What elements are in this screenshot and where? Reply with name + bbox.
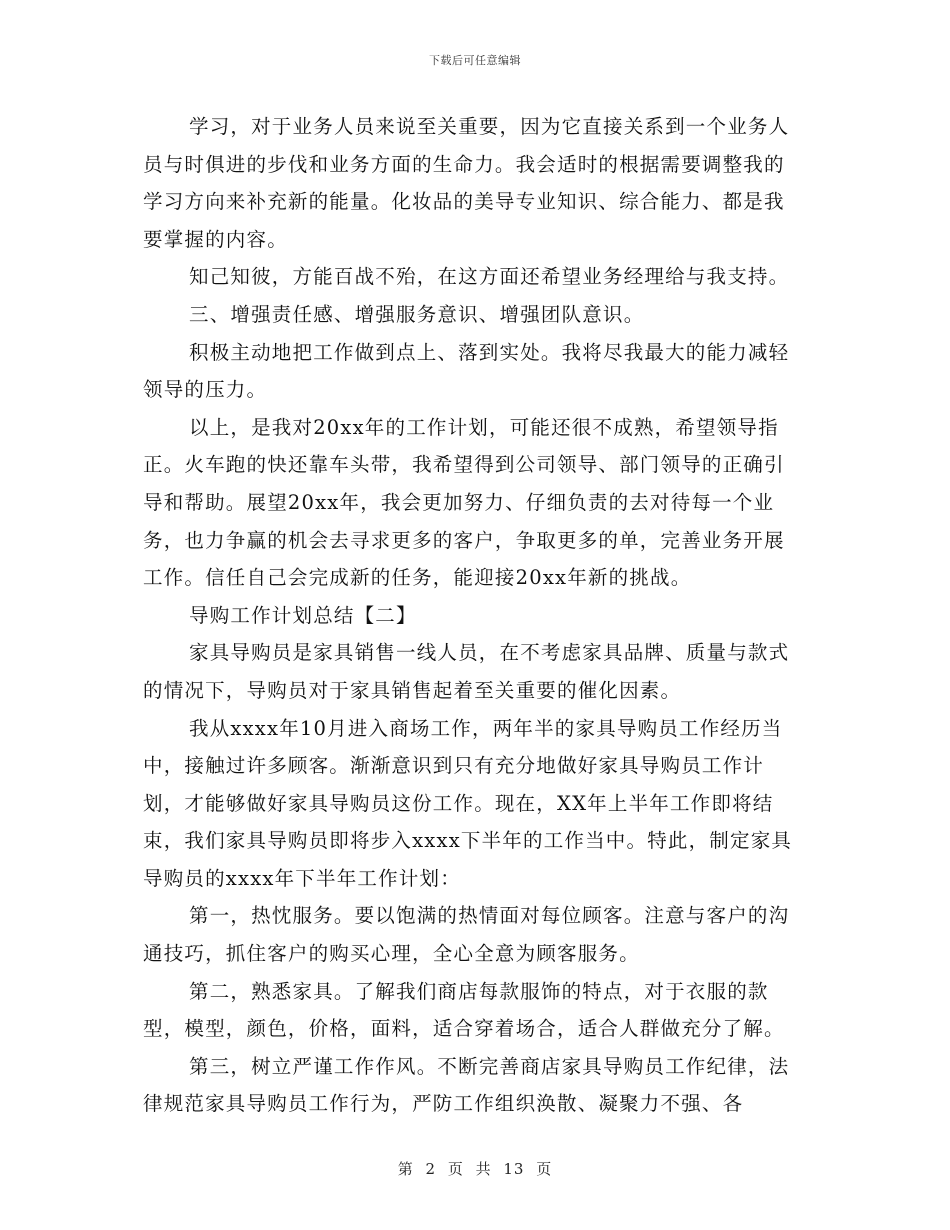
paragraph: 知己知彼，方能百战不殆，在这方面还希望业务经理给与我支持。 bbox=[189, 265, 790, 289]
paragraph: 第三，树立严谨工作作风。不断完善商店家具导购员工作纪律，法律规范家具导购员工作行为，严防工作组织涣散、凝聚力不强、各 bbox=[143, 1054, 790, 1116]
paragraph: 家具导购员是家具销售一线人员，在不考虑家具品牌、质量与款式的情况下，导购员对于家具销售起着至关重要的催化因素。 bbox=[143, 641, 790, 702]
page-number-footer: 第 2 页 共 13 页 bbox=[397, 1160, 553, 1178]
section-heading: 三、增强责任感、增强服务意识、增强团队意识。 bbox=[189, 302, 645, 326]
section-heading: 导购工作计划总结【二】 bbox=[189, 603, 417, 627]
paragraph: 我从xxxx年10月进入商场工作，两年半的家具导购员工作经历当中，接触过许多顾客。渐渐意识到只有充分地做好家具导购员工作计划，才能够做好家具导购员这份工作。现在，XX年上半年工作即将结束，我们家具导购员即将步入xxxx下半年的工作当中。特此，制定家具导购员的xxxx年下半年工作计划： bbox=[143, 716, 793, 890]
paragraph: 第二，熟悉家具。了解我们商店每款服饰的特点，对于衣服的款型，模型，颜色，价格，面料，适合穿着场合，适合人群做充分了解。 bbox=[143, 979, 785, 1041]
paragraph: 学习，对于业务人员来说至关重要，因为它直接关系到一个业务人员与时俱进的步伐和业务方面的生命力。我会适时的根据需要调整我的学习方向来补充新的能量。化妆品的美导专业知识、综合能力、都是我要掌握的内容。 bbox=[143, 115, 790, 251]
paragraph: 第一，热忱服务。要以饱满的热情面对每位顾客。注意与客户的沟通技巧，抓住客户的购买心理，全心全意为顾客服务。 bbox=[143, 904, 790, 966]
paragraph: 积极主动地把工作做到点上、落到实处。我将尽我最大的能力减轻领导的压力。 bbox=[143, 340, 790, 402]
paragraph: 以上，是我对20xx年的工作计划，可能还很不成熟，希望领导指正。火车跑的快还靠车头带，我希望得到公司领导、部门领导的正确引导和帮助。展望20xx年，我会更加努力、仔细负责的去对待每一个业务，也力争赢的机会去寻求更多的客户，争取更多的单，完善业务开展工作。信任自己会完成新的任务，能迎接20xx年新的挑战。 bbox=[143, 415, 785, 590]
document-body bbox=[143, 108, 805, 1123]
page-header-note: 下载后可任意编辑 bbox=[429, 54, 521, 67]
